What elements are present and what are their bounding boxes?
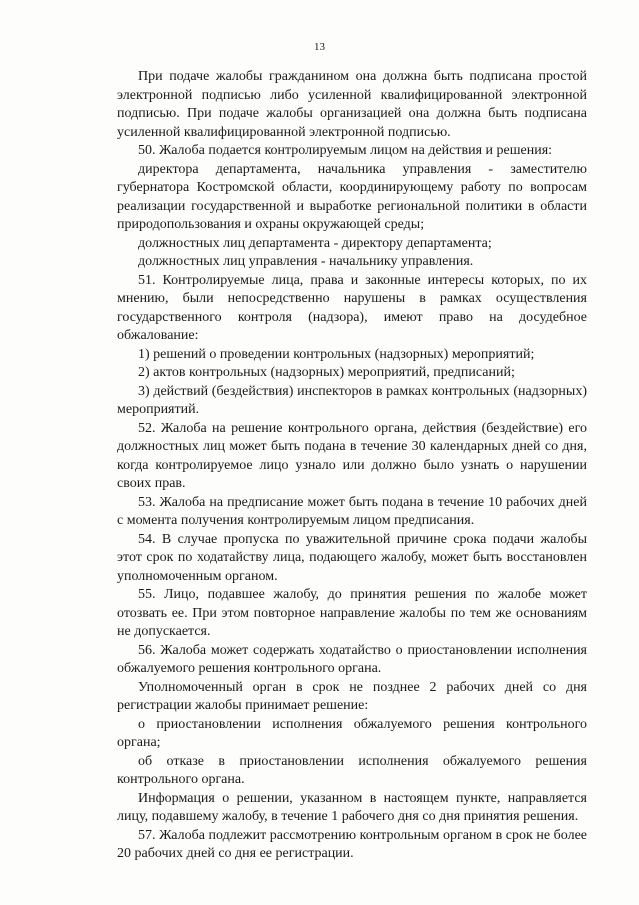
paragraph-52: 52. Жалоба на решение контрольного органа, действия (бездействие) его должностных лиц может быть подана в течение 30 календарных дней со дня, когда контролируемое лицо узнало или должно было узнать о нарушении своих прав. — [117, 420, 587, 491]
paragraph-56-item-suspend: о приостановлении исполнения обжалуемого решения контрольного органа; — [117, 716, 587, 750]
paragraph-signature: При подаче жалобы гражданином она должна быть подписана простой электронной подписью либо усиленной квалифицированной электронной подписью. При подаче жалобы организацией она должна быть подписана усиленной квалифицированной электронной подписью. — [117, 69, 587, 140]
paragraph-50-item-director: директора департамента, начальника управления - заместителю губернатора Костромской области, координирующему работу по вопросам реализации государственной и выработке региональной политики в области природопользования и охраны окружающей среды; — [117, 161, 587, 232]
document-body — [117, 68, 587, 864]
paragraph-50-item-department: должностных лиц департамента - директору департамента; — [138, 235, 492, 251]
paragraph-51-item-3: 3) действий (бездействия) инспекторов в рамках контрольных (надзорных) мероприятий. — [117, 383, 587, 417]
paragraph-54: 54. В случае пропуска по уважительной причине срока подачи жалобы этот срок по ходатайству лица, подающего жалобу, может быть восстановлен уполномоченным органом. — [117, 531, 587, 584]
paragraph-56-item-refuse: об отказе в приостановлении исполнения обжалуемого решения контрольного органа. — [117, 753, 587, 787]
paragraph-57: 57. Жалоба подлежит рассмотрению контрольным органом в срок не более 20 рабочих дней со дня ее регистрации. — [117, 827, 587, 861]
paragraph-51-item-1: 1) решений о проведении контрольных (надзорных) мероприятий; — [138, 346, 535, 362]
paragraph-56: 56. Жалоба может содержать ходатайство о приостановлении исполнения обжалуемого решения контрольного органа. — [117, 642, 587, 676]
paragraph-55: 55. Лицо, подавшее жалобу, до принятия решения по жалобе может отозвать ее. При этом повторное направление жалобы по тем же основаниям не допускается. — [117, 587, 587, 639]
paragraph-53: 53. Жалоба на предписание может быть подана в течение 10 рабочих дней с момента получения контролируемым лицом предписания. — [117, 494, 587, 528]
paragraph-50: 50. Жалоба подается контролируемым лицом на действия и решения: — [138, 143, 553, 158]
page-number: 13 — [314, 41, 325, 53]
paragraph-51-item-2: 2) актов контрольных (надзорных) мероприятий, предписаний; — [138, 365, 515, 380]
paragraph-50-item-management: должностных лиц управления - начальнику управления. — [138, 254, 474, 269]
paragraph-56-information: Информация о решении, указанном в настоящем пункте, направляется лицу, подавшему жалобу, в течение 1 рабочего дня со дня принятия решения. — [117, 790, 587, 824]
paragraph-56-decision: Уполномоченный орган в срок не позднее 2 рабочих дней со дня регистрации жалобы принимает решение: — [117, 679, 587, 713]
paragraph-51: 51. Контролируемые лица, права и законные интересы которых, по их мнению, были непосредственно нарушены в рамках осуществления государственного контроля (надзора), имеют право на досудебное обжалование: — [117, 272, 587, 343]
